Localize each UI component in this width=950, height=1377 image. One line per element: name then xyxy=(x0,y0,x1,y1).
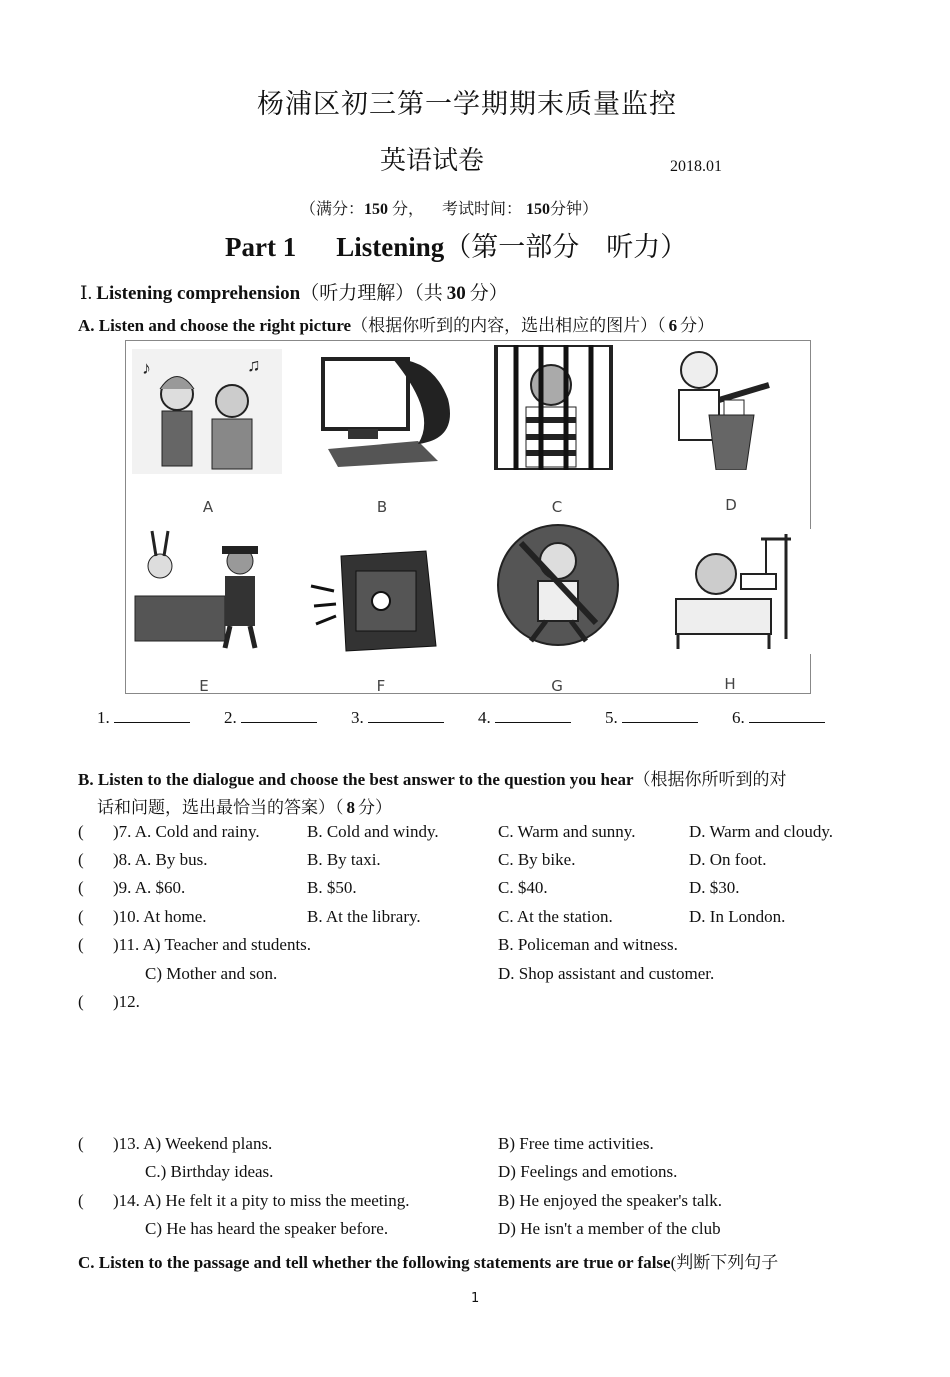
safe-icon xyxy=(306,536,456,661)
q7-paren[interactable]: ( xyxy=(78,822,84,841)
exam-date: 2018.01 xyxy=(670,158,722,175)
sectionA-heading xyxy=(78,311,714,336)
part-cn: （第一部分 听力） xyxy=(444,232,688,262)
q9-d: D. $30. xyxy=(689,878,740,897)
section1-points-unit: 分） xyxy=(469,283,508,304)
answer-blank-3[interactable] xyxy=(351,708,444,727)
answer-num-3: 3. xyxy=(351,708,364,727)
q14-d: D) He isn't a member of the club xyxy=(498,1219,721,1238)
sectionB-heading-line1 xyxy=(78,765,787,790)
section1-title-en: Listening comprehension xyxy=(96,283,301,304)
q7-b: B. Cold and windy. xyxy=(307,822,439,841)
q8-b: B. By taxi. xyxy=(307,850,381,869)
q11-a: )11. A) Teacher and students. xyxy=(113,935,312,954)
q9-b: B. $50. xyxy=(307,878,357,897)
sectionB-title-en: B. Listen to the dialogue and choose the best answer to the question you hear xyxy=(78,770,634,789)
picture-label-a: A xyxy=(202,498,214,516)
sectionB-title-cn-1: （根据你所听到的对 xyxy=(633,770,787,789)
section1-heading xyxy=(80,278,508,305)
q8-paren[interactable]: ( xyxy=(78,850,84,869)
q14-c: C) He has heard the speaker before. xyxy=(145,1219,389,1238)
sectionA-title-cn: （根据你听到的内容，选出相应的图片）（ xyxy=(351,316,666,335)
q11-paren[interactable]: ( xyxy=(78,935,84,954)
q13-c: C.) Birthday ideas. xyxy=(145,1162,274,1181)
q11-d: D. Shop assistant and customer. xyxy=(498,964,715,983)
sectionA-points: 6 xyxy=(668,316,678,335)
answer-blank-1[interactable] xyxy=(97,708,190,727)
sectionA-points-unit: 分） xyxy=(680,316,715,335)
q8-d: D. On foot. xyxy=(689,850,767,869)
answer-blank-6[interactable] xyxy=(732,708,825,727)
prisoner-icon xyxy=(486,345,636,470)
q8-c: C. By bike. xyxy=(498,850,576,869)
sectionB-points-unit: 分） xyxy=(358,798,392,817)
sectionA-title-en: A. Listen and choose the right picture xyxy=(78,316,352,335)
answer-num-4: 4. xyxy=(478,708,491,727)
full-score: 150 xyxy=(364,201,389,218)
computer-on-fire-icon xyxy=(308,349,458,474)
exam-title: 杨浦区初三第一学期期末质量监控 xyxy=(257,89,677,119)
q14-paren[interactable]: ( xyxy=(78,1191,84,1210)
q9-c: C. $40. xyxy=(498,878,548,897)
q14-a: )14. A) He felt it a pity to miss the meeting. xyxy=(113,1191,410,1210)
answer-num-2: 2. xyxy=(224,708,237,727)
picture-label-h: H xyxy=(724,675,736,693)
q10-b: B. At the library. xyxy=(307,907,421,926)
sectionC-title-cn: (判断下列句子 xyxy=(670,1253,779,1272)
q9-paren[interactable]: ( xyxy=(78,878,84,897)
picture-label-g: G xyxy=(551,677,563,695)
injured-man-in-bed-icon xyxy=(666,529,816,654)
robbery-icon xyxy=(130,526,280,651)
answer-num-5: 5. xyxy=(605,708,618,727)
score-line xyxy=(300,196,598,219)
q13-b: B) Free time activities. xyxy=(498,1134,654,1153)
part-label: Part 1 xyxy=(225,232,297,262)
picture-label-c: C xyxy=(551,498,563,516)
svg-text:♫: ♫ xyxy=(247,355,261,375)
sectionB-points: 8 xyxy=(346,798,355,817)
q14-b: B) He enjoyed the speaker's talk. xyxy=(498,1191,722,1210)
answer-blanks-row xyxy=(97,708,855,728)
q13-d: D) Feelings and emotions. xyxy=(498,1162,678,1181)
q13-paren[interactable]: ( xyxy=(78,1134,84,1153)
sectionB-title-cn-2: 话和问题，选出最恰当的答案）（ xyxy=(97,798,344,817)
sectionC-title-en: C. Listen to the passage and tell whether the following statements are true or false xyxy=(78,1253,671,1272)
q13-a: )13. A) Weekend plans. xyxy=(113,1134,273,1153)
people-covering-ears-icon xyxy=(132,349,282,474)
part-name: Listening xyxy=(336,232,445,262)
speaker-at-podium-icon xyxy=(654,345,804,470)
page-number: 1 xyxy=(471,1291,480,1306)
picture-label-e: E xyxy=(199,677,209,695)
answer-blank-5[interactable] xyxy=(605,708,698,727)
time-unit: 分钟） xyxy=(550,201,599,218)
answer-blank-4[interactable] xyxy=(478,708,571,727)
section1-points: 30 xyxy=(446,283,466,304)
sectionC-heading xyxy=(78,1248,778,1273)
score-unit: 分， xyxy=(392,201,425,218)
q7-a: )7. A. Cold and rainy. xyxy=(113,822,260,841)
part-heading xyxy=(225,225,687,264)
q7-d: D. Warm and cloudy. xyxy=(689,822,834,841)
section1-roman: Ⅰ. xyxy=(80,283,93,304)
section1-title-cn: （听力理解）（共 xyxy=(300,283,443,304)
q9-a: )9. A. $60. xyxy=(113,878,186,897)
picture-label-d: D xyxy=(725,496,737,514)
answer-blank-2[interactable] xyxy=(224,708,317,727)
q11-c: C) Mother and son. xyxy=(145,964,278,983)
q10-d: D. In London. xyxy=(689,907,786,926)
q12-num: )12. xyxy=(113,992,140,1011)
picture-label-f: F xyxy=(376,677,386,695)
picture-label-b: B xyxy=(376,498,388,516)
boy-with-seatbelt-icon xyxy=(486,523,636,648)
sectionB-heading-line2 xyxy=(97,793,392,818)
svg-text:♪: ♪ xyxy=(142,358,151,378)
q8-a: )8. A. By bus. xyxy=(113,850,208,869)
picture-grid xyxy=(125,340,811,694)
answer-num-1: 1. xyxy=(97,708,110,727)
q10-c: C. At the station. xyxy=(498,907,613,926)
q10-paren[interactable]: ( xyxy=(78,907,84,926)
answer-num-6: 6. xyxy=(732,708,745,727)
time-label: 考试时间： xyxy=(442,201,523,218)
exam-subtitle: 英语试卷 xyxy=(380,146,485,175)
q12-paren[interactable]: ( xyxy=(78,992,84,1011)
q11-b: B. Policeman and witness. xyxy=(498,935,678,954)
q7-c: C. Warm and sunny. xyxy=(498,822,636,841)
score-prefix: （满分： xyxy=(300,201,365,218)
q10-a: )10. At home. xyxy=(113,907,207,926)
time-value: 150 xyxy=(526,201,551,218)
